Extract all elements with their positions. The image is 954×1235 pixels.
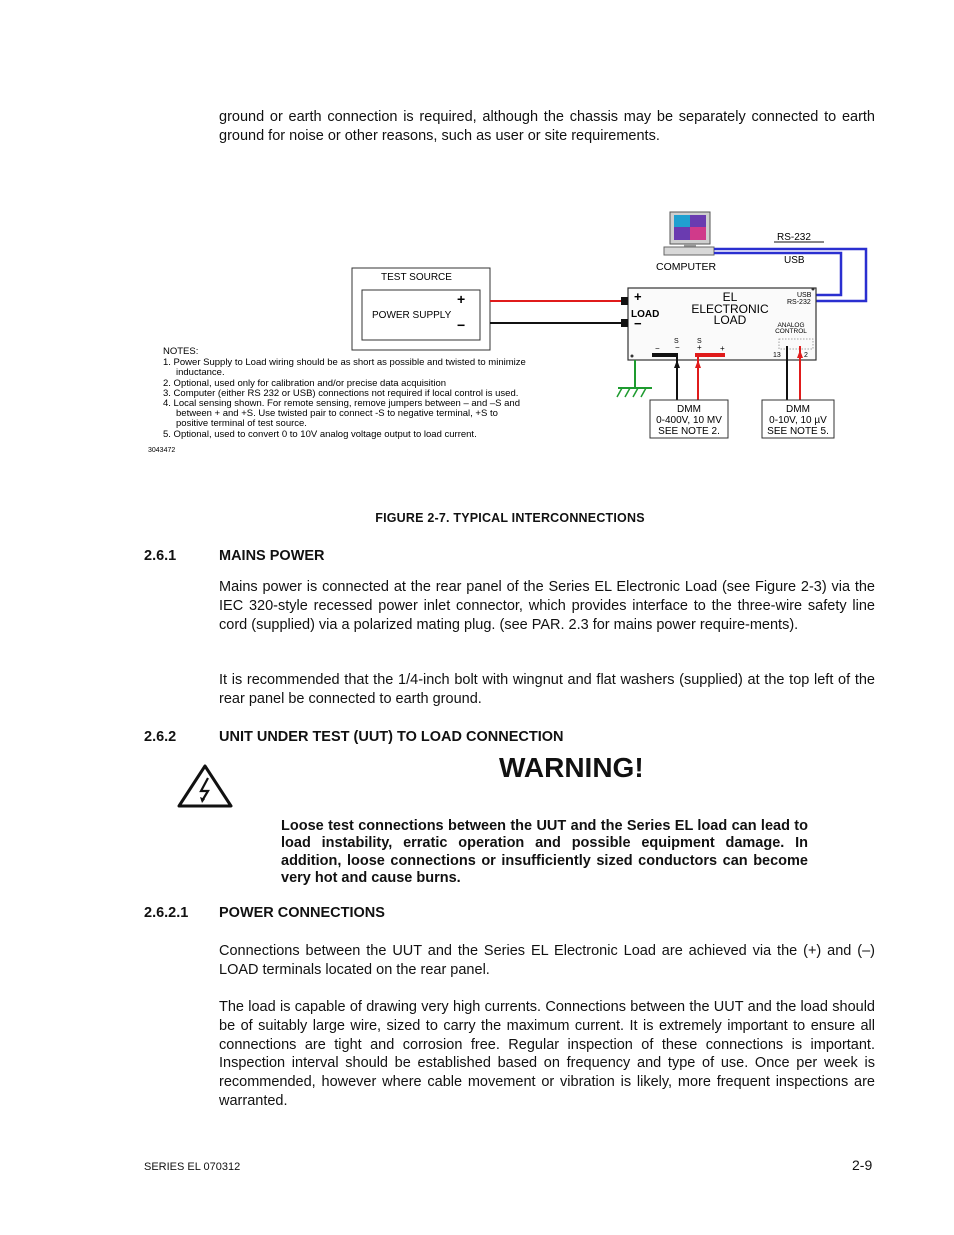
figure-caption: FIGURE 2-7. TYPICAL INTERCONNECTIONS <box>375 511 645 525</box>
load-label: LOAD <box>631 309 660 320</box>
section-2621-para1: Connections between the UUT and the Series EL Electronic Load are achieved via the (+) and (–) LOAD terminals located on the rear panel. <box>219 943 875 978</box>
figure-id: 3043472 <box>148 447 176 454</box>
rs232-port-label: RS-232 <box>787 299 811 306</box>
ps-minus: − <box>457 317 466 333</box>
high-voltage-icon <box>177 764 233 808</box>
footer-page-number: 2-9 <box>852 1157 873 1173</box>
note-line-2: inductance. <box>176 367 225 378</box>
el-line-3: LOAD <box>713 313 747 327</box>
el-line-2: ELECTRONIC <box>691 302 769 316</box>
power-supply-label: POWER SUPPLY <box>372 310 452 321</box>
ground-icon <box>617 388 652 397</box>
pin-13: 13 <box>773 352 781 359</box>
section-262-number: 2.6.2 <box>144 729 177 745</box>
note-line-8: 5. Optional, used to convert 0 to 10V analog voltage output to load current. <box>163 429 477 440</box>
dmm2-line-1: DMM <box>786 404 810 415</box>
terminal-s-plus-top: S <box>697 338 702 345</box>
terminal-s-plus-bot: + <box>697 343 702 352</box>
analog-line-2: CONTROL <box>775 328 807 335</box>
warning-text: Loose test connections between the UUT and the Series EL load can lead to load instability, erratic operation and possible equipment damage. In addition, loose connections or insufficiently sized conductors can become very hot and cause burns. <box>281 818 808 887</box>
dmm2-line-3: SEE NOTE 5. <box>767 426 829 437</box>
computer-icon <box>664 212 714 255</box>
section-2621-number: 2.6.2.1 <box>144 905 189 921</box>
dmm1-line-1: DMM <box>677 404 701 415</box>
el-line-1: EL <box>722 290 738 304</box>
usb-label: USB <box>784 255 805 266</box>
usb-port-label: USB <box>797 292 812 299</box>
pin-2: 2 <box>804 352 808 359</box>
section-262-title: UNIT UNDER TEST (UUT) TO LOAD CONNECTION <box>219 729 564 745</box>
section-261-title: MAINS POWER <box>219 548 325 564</box>
dmm2-line-2: 0-10V, 10 µV <box>769 415 827 426</box>
note-line-6: between + and +S. Use twisted pair to connect -S to negative terminal, +S to <box>176 408 498 419</box>
section-2621-title: POWER CONNECTIONS <box>219 905 385 921</box>
note-line-1: 1. Power Supply to Load wiring should be as short as possible and twisted to minimize <box>163 357 526 368</box>
section-261-para1: Mains power is connected at the rear panel of the Series EL Electronic Load (see Figure 2-3) via the IEC 320-style recessed power inlet connector, which provides interface to the three-wire safety line cord (supplied) via a polarized mating plug. (see PAR. 2.3 for mains power require-ments). <box>219 579 875 633</box>
load-minus: − <box>634 316 642 331</box>
terminal-plus: + <box>720 344 725 353</box>
computer-label: COMPUTER <box>656 261 717 273</box>
ps-plus: + <box>457 291 466 307</box>
note-line-3: 2. Optional, used only for calibration and/or precise data acquisition <box>163 378 447 389</box>
jumper-positive <box>695 353 725 357</box>
analog-line-1: ANALOG <box>777 322 805 329</box>
note-line-4: 3. Computer (either RS 232 or USB) connections not required if local control is used. <box>163 388 519 399</box>
note-line-7: positive terminal of test source. <box>176 418 307 429</box>
dmm1-line-3: SEE NOTE 2. <box>658 426 720 437</box>
section-2621-para2: The load is capable of drawing very high currents. Connections between the UUT and the load should be of suitably large wire, sized to carry the maximum current. It is extremely important to ensure all connections are tight and corrosion free. Regular inspection of these connections is important. Inspection interval should be established based on frequency and type of use. Once per week is recommended, however where cable movement or vibration is likely, more frequent inspections are warranted. <box>219 999 875 1109</box>
section-261-para2: It is recommended that the 1/4-inch bolt with wingnut and flat washers (supplied) at the top left of the rear panel be connected to earth ground. <box>219 672 875 707</box>
rs232-label: RS-232 <box>777 232 811 243</box>
footer-document-id: SERIES EL 070312 <box>144 1161 241 1173</box>
dmm1-line-2: 0-400V, 10 MV <box>656 415 722 426</box>
notes-title: NOTES: <box>163 346 199 357</box>
test-source-label: TEST SOURCE <box>381 272 452 283</box>
note-line-5: 4. Local sensing shown. For remote sensing, remove jumpers between – and –S and <box>163 398 520 409</box>
interconnection-diagram <box>144 200 880 462</box>
section-261-number: 2.6.1 <box>144 548 177 564</box>
intro-paragraph: ground or earth connection is required, although the chassis may be separately connected to earth ground for noise or other reasons, such as user or site requirements. <box>219 109 875 144</box>
warning-title: WARNING! <box>499 752 644 783</box>
terminal-s-minus-bot: − <box>675 343 680 352</box>
load-plus: + <box>634 289 642 304</box>
jumper-negative <box>652 353 678 357</box>
terminal-minus: − <box>655 344 660 353</box>
terminal-s-minus-top: S <box>674 338 679 345</box>
